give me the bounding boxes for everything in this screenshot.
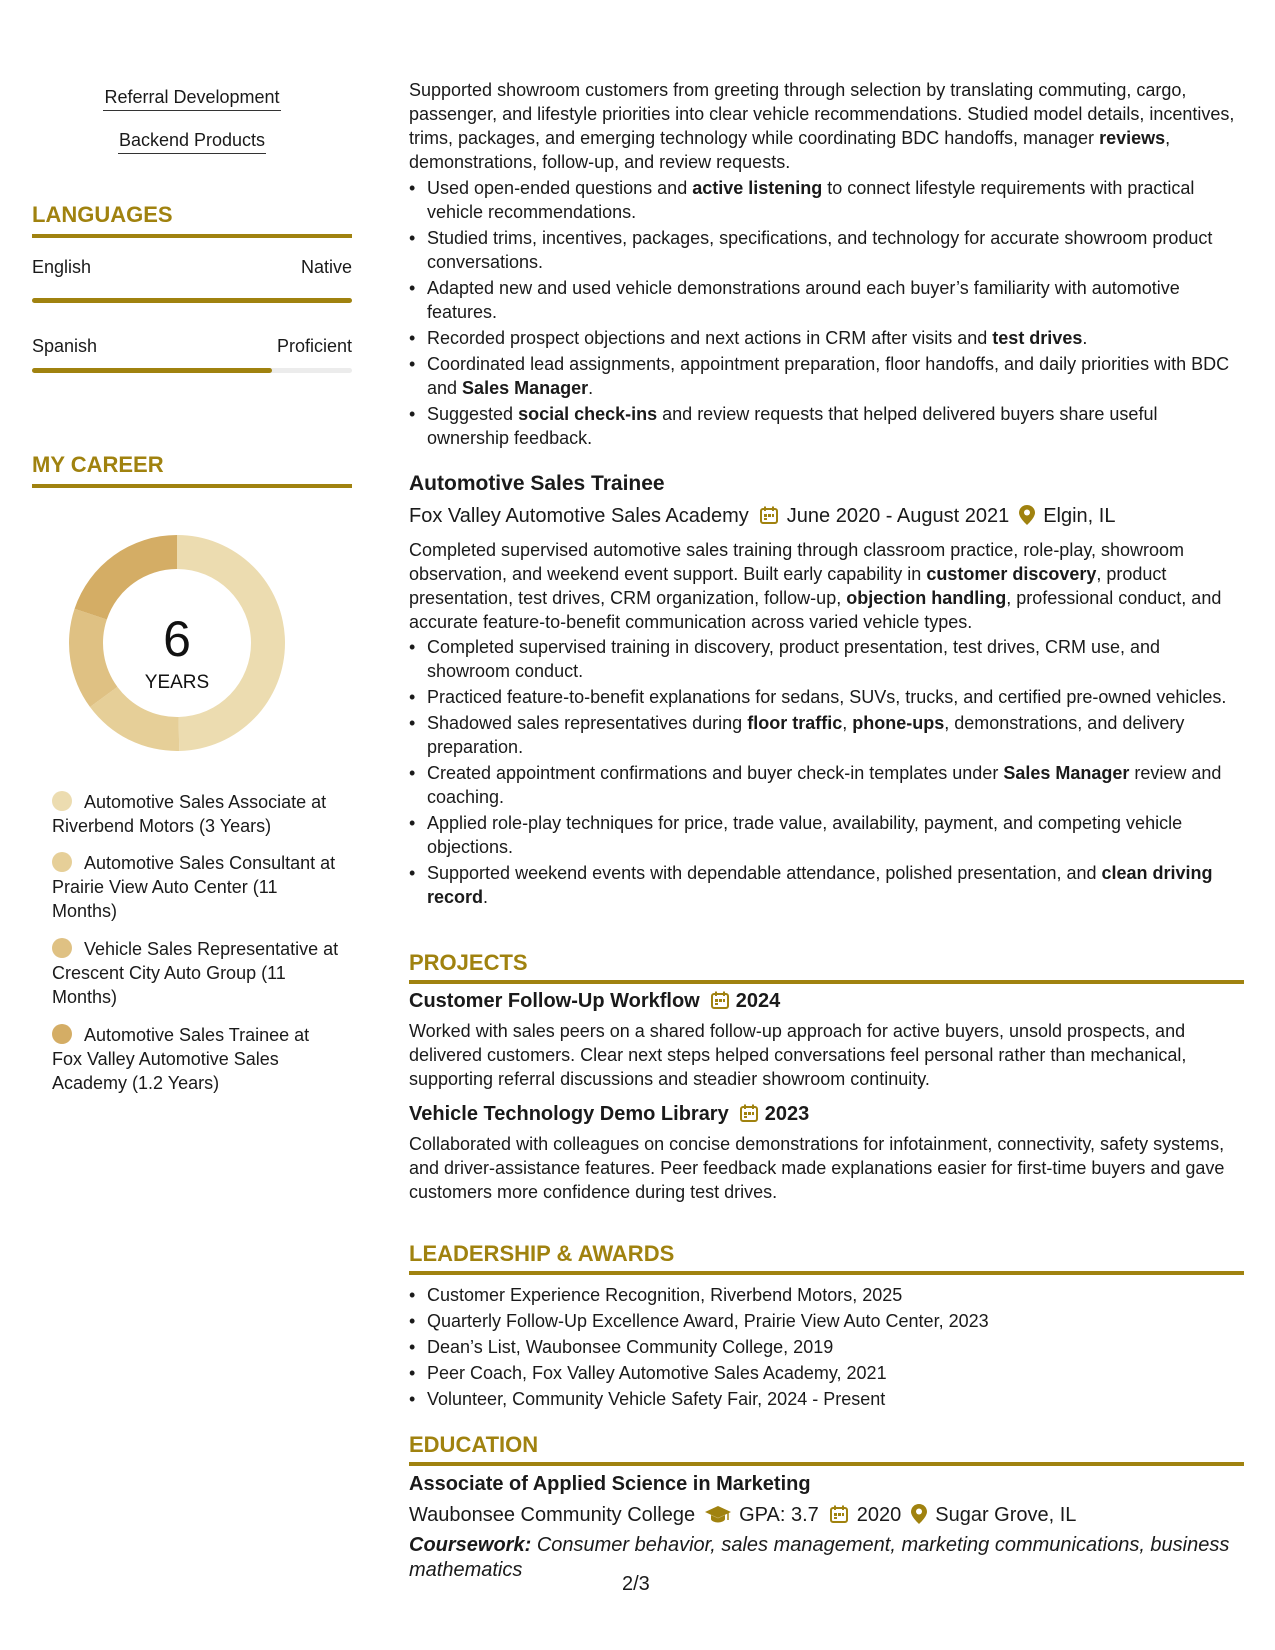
experience-bullets	[409, 176, 1244, 452]
language-row	[32, 256, 352, 278]
awards-list	[409, 1283, 1244, 1413]
job-location: Elgin, IL	[1043, 505, 1116, 527]
language-row	[32, 335, 352, 357]
legend-dot	[52, 938, 72, 958]
language-bar-fill	[32, 298, 352, 303]
project-description: Worked with sales peers on a shared follow-up approach for active buyers, unsold prospects, and delivered customers. Clear next steps helped conversations feel personal rather than mechanical, supporting referral discussions and steadier showroom continuity.	[409, 1021, 1187, 1089]
donut-segment	[75, 535, 177, 620]
project-title	[409, 990, 780, 1016]
award-item: • Peer Coach, Fox Valley Automotive Sales Academy, 2021	[409, 1361, 1244, 1385]
award-item: • Dean’s List, Waubonsee Community College, 2019	[409, 1335, 1244, 1359]
experience-summary: Supported showroom customers from greeting through selection by translating commuting, cargo, passenger, and lifestyle priorities into clear vehicle recommendations. Studied model details, incentives, trims, packages, and emerging technology while coordinating BDC handoffs, manager reviews, demonstrations, follow-up, and review requests.	[409, 80, 1235, 172]
skill-label: Backend Products	[118, 130, 266, 154]
degree-title: Associate of Applied Science in Marketing	[409, 1473, 811, 1495]
languages-heading: LANGUAGES	[32, 202, 352, 238]
career-donut-chart	[64, 530, 290, 756]
graduation-year: 2020	[856, 1504, 902, 1526]
job-dates: June 2020 - August 2021	[786, 505, 1010, 527]
career-legend-item	[52, 851, 342, 923]
calendar-icon	[739, 1103, 759, 1129]
career-legend-item	[52, 790, 342, 838]
job-bullets	[409, 635, 1244, 911]
language-level: Proficient	[276, 336, 352, 356]
project-name: Vehicle Technology Demo Library	[409, 1103, 729, 1125]
skill-tag	[32, 129, 352, 151]
language-level: Native	[300, 257, 352, 277]
calendar-icon	[710, 990, 730, 1016]
language-bar	[32, 298, 352, 303]
job-meta	[409, 503, 1115, 532]
donut-segment	[177, 535, 285, 751]
language-bar	[32, 368, 352, 373]
legend-dot	[52, 852, 72, 872]
career-total-value: 6	[163, 611, 191, 667]
bullet-item: • Practiced feature-to-benefit explanations for sedans, SUVs, trucks, and certified pre-owned vehicles.	[409, 685, 1244, 709]
career-legend-item	[52, 937, 342, 1009]
career-heading: MY CAREER	[32, 452, 352, 488]
coursework	[409, 1533, 1244, 1583]
career-label: Automotive Sales Associate at Riverbend Motors (3 Years)	[52, 792, 327, 836]
legend-dot	[52, 791, 72, 811]
career-label: Automotive Sales Consultant at Prairie View Auto Center (11 Months)	[52, 853, 336, 921]
education-meta	[409, 1502, 1076, 1531]
awards-heading: LEADERSHIP & AWARDS	[409, 1241, 1244, 1275]
career-label: Automotive Sales Trainee at Fox Valley Automotive Sales Academy (1.2 Years)	[52, 1025, 310, 1093]
calendar-icon	[829, 1504, 849, 1531]
bullet-item: • Recorded prospect objections and next actions in CRM after visits and test drives.	[409, 326, 1244, 350]
bullet-item: • Suggested social check-ins and review requests that helped delivered buyers share useful ownership feedback.	[409, 402, 1244, 450]
page-number: 2/3	[622, 1573, 650, 1595]
project-name: Customer Follow-Up Workflow	[409, 990, 700, 1012]
language-bar-fill	[32, 368, 272, 373]
bullet-item: • Completed supervised training in discovery, product presentation, test drives, CRM use, and showroom conduct.	[409, 635, 1244, 683]
projects-heading: PROJECTS	[409, 950, 1244, 984]
map-pin-icon	[911, 1504, 927, 1531]
bullet-item: • Created appointment confirmations and buyer check-in templates under Sales Manager review and coaching.	[409, 761, 1244, 809]
bullet-item: • Shadowed sales representatives during floor traffic, phone-ups, demonstrations, and delivery preparation.	[409, 711, 1244, 759]
bullet-item: • Used open-ended questions and active listening to connect lifestyle requirements with practical vehicle recommendations.	[409, 176, 1244, 224]
career-legend-item	[52, 1023, 342, 1095]
school-location: Sugar Grove, IL	[935, 1504, 1077, 1526]
project-description: Collaborated with colleagues on concise demonstrations for infotainment, connectivity, safety systems, and driver-assistance features. Peer feedback made explanations easier for first-time buyers and gave customers more confidence during test drives.	[409, 1134, 1225, 1202]
calendar-icon	[759, 505, 779, 532]
coursework-label: Coursework:	[409, 1534, 532, 1556]
coursework-text: Consumer behavior, sales management, marketing communications, business mathematics	[409, 1534, 1230, 1581]
bullet-item: • Adapted new and used vehicle demonstrations around each buyer’s familiarity with automotive features.	[409, 276, 1244, 324]
bullet-item: • Applied role-play techniques for price, trade value, availability, payment, and competing vehicle objections.	[409, 811, 1244, 859]
award-item: • Quarterly Follow-Up Excellence Award, Prairie View Auto Center, 2023	[409, 1309, 1244, 1333]
language-name: Spanish	[32, 336, 98, 356]
employer: Fox Valley Automotive Sales Academy	[409, 505, 749, 527]
job-summary: Completed supervised automotive sales training through classroom practice, role-play, showroom observation, and weekend event support. Built early capability in customer discovery, product presentation, test drives, CRM organization, follow-up, objection handling, professional conduct, and accurate feature-to-benefit communication across varied vehicle types.	[409, 540, 1222, 632]
skill-label: Referral Development	[103, 87, 280, 111]
gpa: GPA: 3.7	[739, 1504, 819, 1526]
bullet-item: • Studied trims, incentives, packages, specifications, and technology for accurate showroom product conversations.	[409, 226, 1244, 274]
map-pin-icon	[1019, 505, 1035, 532]
skill-tag	[32, 86, 352, 108]
bullet-item: • Coordinated lead assignments, appointment preparation, floor handoffs, and daily priorities with BDC and Sales Manager.	[409, 352, 1244, 400]
career-label: Vehicle Sales Representative at Crescent City Auto Group (11 Months)	[52, 939, 339, 1007]
project-year: 2024	[735, 990, 781, 1012]
job-title: Automotive Sales Trainee	[409, 472, 665, 495]
award-item: • Customer Experience Recognition, Riverbend Motors, 2025	[409, 1283, 1244, 1307]
project-year: 2023	[764, 1103, 810, 1125]
bullet-item: • Supported weekend events with dependable attendance, polished presentation, and clean driving record.	[409, 861, 1244, 909]
language-name: English	[32, 257, 92, 277]
award-item: • Volunteer, Community Vehicle Safety Fair, 2024 - Present	[409, 1387, 1244, 1411]
legend-dot	[52, 1024, 72, 1044]
school-name: Waubonsee Community College	[409, 1504, 696, 1526]
graduation-cap-icon	[705, 1504, 731, 1531]
education-heading: EDUCATION	[409, 1432, 1244, 1466]
career-total-unit: YEARS	[144, 672, 210, 693]
project-title	[409, 1103, 809, 1129]
